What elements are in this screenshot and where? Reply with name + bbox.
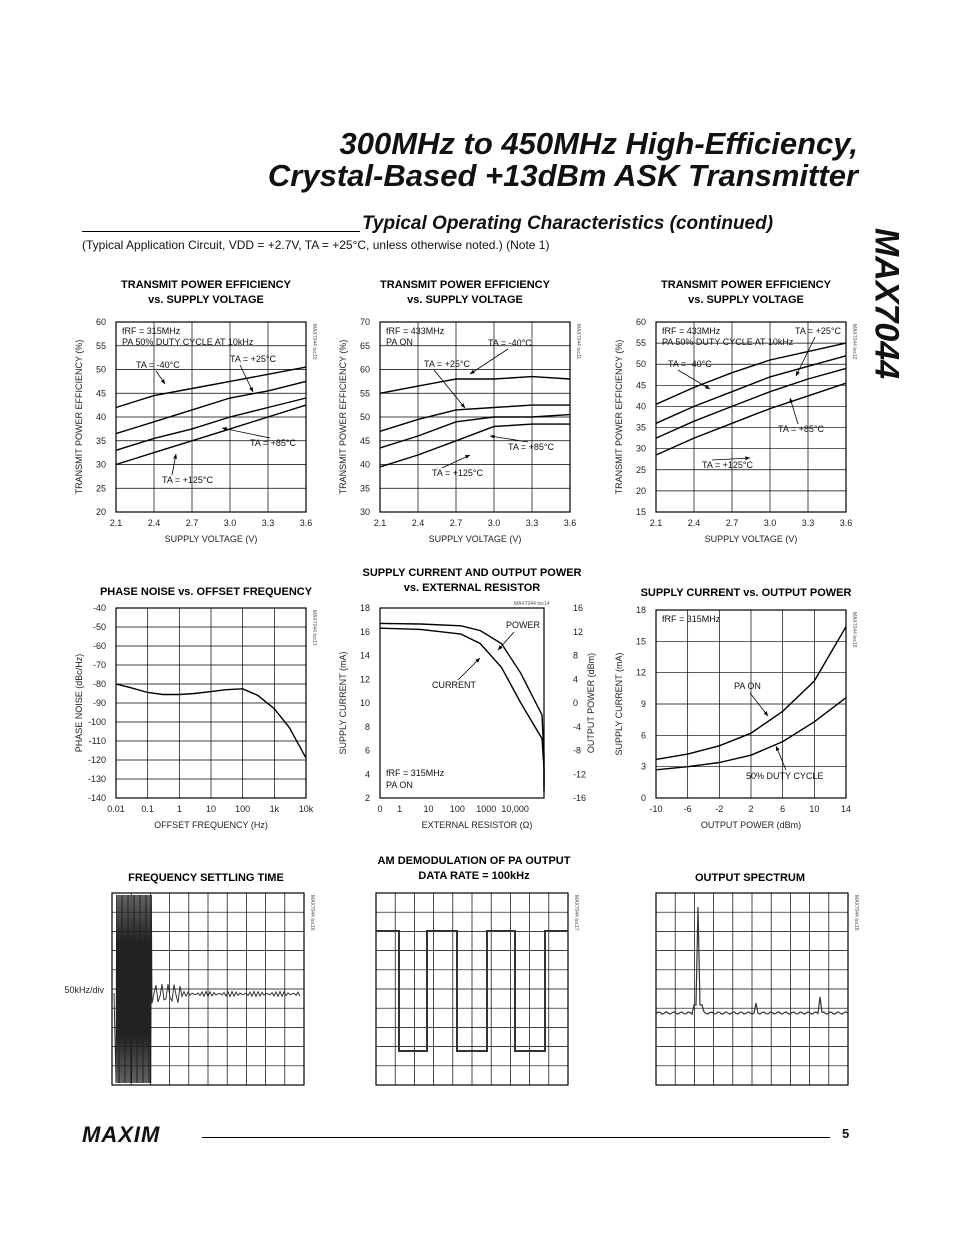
x-tick-label: 2.1 — [649, 518, 663, 528]
y-tick-label: 20 — [95, 507, 106, 517]
series-annotation: TA = -40°C — [668, 359, 712, 369]
y-tick-label: 40 — [359, 459, 370, 470]
x-tick-label: -6 — [683, 804, 692, 814]
y-tick-label: 35 — [635, 422, 646, 433]
series-annotation: TA = -40°C — [136, 360, 180, 370]
x-tick-label: 10k — [298, 804, 314, 814]
y-tick-label: -130 — [87, 774, 106, 784]
y-tick-label: -70 — [92, 660, 106, 670]
x-tick-label: 10,000 — [501, 804, 529, 814]
chart-title: vs. EXTERNAL RESISTOR — [403, 582, 541, 594]
y-tick-label: 14 — [359, 650, 370, 661]
series-annotation: TA = +85°C — [508, 442, 554, 452]
series-annotation: TA = +125°C — [432, 468, 483, 478]
series-line — [116, 367, 306, 407]
x-tick-label: 14 — [840, 804, 852, 814]
chart-current-vs-power — [614, 587, 857, 830]
annotation-arrow — [222, 428, 270, 438]
x-tick-label: 10 — [205, 804, 217, 814]
y-tick-label: -100 — [87, 717, 106, 727]
series-line — [116, 381, 306, 433]
x-tick-label: 2.7 — [185, 518, 199, 528]
y2-tick-label: -8 — [573, 745, 582, 756]
x-tick-label: 10 — [809, 804, 820, 814]
y-tick-label: -140 — [87, 793, 106, 803]
x-tick-label: 0.01 — [107, 804, 125, 814]
y-tick-label: 50 — [95, 364, 106, 375]
y-axis-label: TRANSMIT POWER EFFICIENCY (%) — [614, 339, 624, 495]
y-tick-label: 25 — [95, 483, 106, 494]
chart-output-spectrum — [656, 872, 859, 1085]
chart-title: OUTPUT SPECTRUM — [695, 872, 805, 884]
x-tick-label: 1k — [269, 804, 280, 814]
x-tick-label: 3.0 — [763, 518, 777, 528]
y-tick-label: 60 — [635, 317, 646, 327]
series-annotation: TA = +25°C — [230, 354, 276, 364]
series-annotation: CURRENT — [432, 680, 476, 690]
y-tick-label: 55 — [359, 388, 370, 399]
x-axis-label: OFFSET FREQUENCY (Hz) — [154, 820, 268, 830]
y-tick-label: -80 — [92, 679, 106, 689]
y-tick-label: 6 — [364, 745, 370, 756]
series-line — [380, 623, 544, 792]
y2-tick-label: 16 — [573, 603, 584, 613]
chart-settling-time — [64, 872, 315, 1085]
series-line — [380, 377, 570, 394]
series-annotation: TA = +25°C — [424, 359, 470, 369]
y-tick-label: 35 — [359, 483, 370, 494]
y-tick-label: 50 — [359, 412, 370, 422]
chart-title: vs. SUPPLY VOLTAGE — [688, 294, 804, 306]
y-tick-label: 30 — [359, 507, 370, 517]
y-tick-label: -60 — [92, 641, 106, 651]
x-tick-label: 3.3 — [261, 518, 275, 528]
x-tick-label: 0 — [377, 804, 383, 814]
chart-efficiency-3 — [614, 279, 857, 544]
chart-am-demod — [376, 855, 579, 1085]
y-axis-label: SUPPLY CURRENT (mA) — [614, 652, 624, 756]
y-tick-label: 60 — [359, 364, 370, 375]
y-tick-label: 50 — [635, 359, 646, 370]
chart-code: MAX7044 toc12 — [851, 324, 857, 360]
page-number: 5 — [842, 1126, 850, 1141]
chart-title: SUPPLY CURRENT AND OUTPUT POWER — [362, 567, 582, 579]
chart-title: TRANSMIT POWER EFFICIENCY — [661, 279, 831, 291]
y-tick-label: 60 — [95, 317, 106, 327]
chart-code: MAX7044 toc11 — [575, 324, 581, 360]
y2-tick-label: -12 — [573, 769, 587, 780]
y-tick-label: -40 — [92, 603, 106, 613]
x-tick-label: 2 — [748, 804, 754, 814]
series-line — [380, 628, 544, 786]
x-tick-label: -10 — [649, 804, 663, 814]
y-tick-label: 20 — [635, 485, 646, 496]
series-annotation: TA = +125°C — [702, 460, 753, 470]
chart-title: TRANSMIT POWER EFFICIENCY — [380, 279, 550, 291]
x-tick-label: 2.4 — [687, 518, 701, 528]
annotation-arrow — [458, 658, 480, 680]
y-tick-label: 40 — [635, 401, 646, 412]
y-tick-label: 25 — [635, 464, 646, 475]
y2-tick-label: 12 — [573, 626, 584, 637]
y-axis-label: PHASE NOISE (dBc/Hz) — [74, 653, 84, 753]
x-tick-label: 2.4 — [147, 518, 161, 528]
y-tick-label: 8 — [364, 721, 370, 732]
arrow-head — [470, 370, 475, 374]
arrow-head — [490, 435, 495, 439]
x-tick-label: 2.7 — [725, 518, 739, 528]
x-tick-label: 2.4 — [411, 518, 425, 528]
y-tick-label: 55 — [635, 338, 646, 349]
y2-tick-label: 0 — [573, 698, 579, 708]
y-tick-label: 12 — [359, 674, 370, 685]
y-tick-label: -90 — [92, 698, 106, 708]
x-tick-label: 3.0 — [487, 518, 501, 528]
x-axis-label: EXTERNAL RESISTOR (Ω) — [421, 820, 533, 830]
y-tick-label: 9 — [640, 699, 646, 709]
chart-efficiency-2 — [338, 279, 581, 544]
arrow-head — [161, 379, 165, 384]
y-tick-label: 30 — [95, 459, 106, 470]
y2-axis-label: OUTPUT POWER (dBm) — [586, 652, 596, 754]
chart-code: MAX7044 toc16 — [309, 895, 315, 931]
y-tick-label: -50 — [92, 622, 106, 632]
chart-code: MAX7044 toc17 — [573, 895, 579, 931]
series-annotation: TA = +85°C — [778, 424, 824, 434]
y-tick-label: 70 — [359, 317, 370, 327]
chart-title: TRANSMIT POWER EFFICIENCY — [121, 279, 291, 291]
chart-title: FREQUENCY SETTLING TIME — [128, 872, 284, 884]
chart-code: MAX7044 toc10 — [311, 324, 317, 360]
x-tick-label: 10 — [423, 804, 434, 814]
series-line — [380, 405, 570, 431]
chart-note: PA 50% DUTY CYCLE AT 10kHz — [662, 337, 794, 347]
x-tick-label: 2.1 — [109, 518, 123, 528]
y2-tick-label: 8 — [573, 650, 579, 661]
y-tick-label: 15 — [635, 636, 646, 647]
annotation-arrow — [470, 349, 508, 374]
series-annotation: 50% DUTY CYCLE — [746, 771, 824, 781]
y-tick-label: 18 — [635, 605, 646, 615]
x-axis-label: SUPPLY VOLTAGE (V) — [428, 534, 522, 544]
y-tick-label: 45 — [359, 435, 370, 446]
y-tick-label: 45 — [635, 380, 646, 391]
chart-note: fRF = 315MHz — [386, 768, 445, 778]
chart-efficiency-1 — [74, 279, 317, 544]
series-line — [116, 405, 306, 464]
y-tick-label: 2 — [364, 793, 370, 803]
chart-title: SUPPLY CURRENT vs. OUTPUT POWER — [640, 587, 852, 599]
y-tick-label: 0 — [640, 793, 646, 803]
y-tick-label: 4 — [364, 769, 370, 780]
section-title: Typical Operating Characteristics (continued) — [362, 213, 774, 234]
y-axis-label: 50kHz/div — [64, 985, 104, 995]
chart-note: PA 50% DUTY CYCLE AT 10kHz — [122, 337, 254, 347]
y-tick-label: 12 — [635, 667, 646, 678]
x-tick-label: 2.1 — [373, 518, 387, 528]
y-tick-label: 35 — [95, 435, 106, 446]
part-number: MAX7044 — [867, 227, 906, 380]
x-axis-label: OUTPUT POWER (dBm) — [700, 820, 802, 830]
chart-note: fRF = 315MHz — [122, 326, 181, 336]
series-line — [656, 383, 846, 455]
chart-note: fRF = 315MHz — [662, 614, 721, 624]
x-tick-label: 1 — [176, 804, 182, 814]
y2-tick-label: -16 — [573, 793, 587, 803]
chart-title: AM DEMODULATION OF PA OUTPUT — [377, 855, 571, 867]
chart-current-power — [338, 567, 596, 830]
y-axis-label: TRANSMIT POWER EFFICIENCY (%) — [74, 339, 84, 495]
series-annotation: PA ON — [734, 681, 761, 691]
series-annotation: TA = -40°C — [488, 338, 532, 348]
y2-tick-label: -4 — [573, 721, 582, 732]
chart-note: PA ON — [386, 337, 413, 347]
chart-title: DATA RATE = 100kHz — [418, 870, 530, 882]
chart-phase-noise — [74, 586, 317, 830]
chart-code: MAX7044 toc15 — [851, 612, 857, 648]
y-tick-label: 3 — [640, 761, 646, 772]
y-tick-label: 10 — [359, 698, 370, 708]
chart-code: MAX7044 toc14 — [514, 601, 550, 607]
plot-frame — [656, 322, 846, 512]
x-tick-label: 0.1 — [141, 804, 154, 814]
x-tick-label: -2 — [715, 804, 724, 814]
chart-title: vs. SUPPLY VOLTAGE — [407, 294, 523, 306]
arrow-head — [776, 746, 780, 751]
x-tick-label: 1 — [397, 804, 403, 814]
y-tick-label: 40 — [95, 412, 106, 422]
y-tick-label: 18 — [359, 603, 370, 613]
x-axis-label: SUPPLY VOLTAGE (V) — [704, 534, 798, 544]
chart-note: PA ON — [386, 780, 413, 790]
series-annotation: TA = +125°C — [162, 475, 213, 485]
x-tick-label: 100 — [449, 804, 465, 814]
annotation-arrow — [434, 370, 465, 408]
y-tick-label: 30 — [635, 443, 646, 454]
x-tick-label: 100 — [235, 804, 251, 814]
y-tick-label: 6 — [640, 730, 646, 741]
x-tick-label: 3.3 — [801, 518, 815, 528]
y-tick-label: 65 — [359, 340, 370, 351]
x-tick-label: 3.0 — [223, 518, 237, 528]
chart-title: vs. SUPPLY VOLTAGE — [148, 294, 264, 306]
x-tick-label: 1000 — [476, 804, 497, 814]
chart-code: MAX7044 toc13 — [311, 610, 317, 646]
y-axis-label: TRANSMIT POWER EFFICIENCY (%) — [338, 339, 348, 495]
footer-rule — [202, 1137, 830, 1138]
x-axis-label: SUPPLY VOLTAGE (V) — [164, 534, 258, 544]
conditions-note: (Typical Application Circuit, VDD = +2.7V, TA = +25°C, unless otherwise noted.) (Note 1) — [82, 238, 550, 252]
x-tick-label: 3.3 — [525, 518, 539, 528]
series-annotation: TA = +85°C — [250, 438, 296, 448]
y-axis-label: SUPPLY CURRENT (mA) — [338, 651, 348, 755]
y-tick-label: -120 — [87, 755, 106, 765]
y-tick-label: 55 — [95, 340, 106, 351]
y-tick-label: 16 — [359, 626, 370, 637]
series-annotation: TA = +25°C — [795, 326, 841, 336]
x-tick-label: 3.6 — [563, 518, 577, 528]
y2-tick-label: 4 — [573, 674, 579, 685]
y-tick-label: -110 — [88, 736, 106, 746]
chart-code: MAX7044 toc18 — [853, 895, 859, 931]
chart-note: fRF = 433MHz — [662, 326, 721, 336]
page-title-line1: 300MHz to 450MHz High-Efficiency, — [339, 126, 858, 161]
series-annotation: POWER — [506, 620, 541, 630]
y-tick-label: 15 — [635, 507, 646, 517]
chart-note: fRF = 433MHz — [386, 326, 445, 336]
arrow-head — [173, 454, 177, 459]
y-tick-label: 45 — [95, 388, 106, 399]
x-tick-label: 3.6 — [839, 518, 853, 528]
maxim-logo: MAXIM — [82, 1122, 161, 1147]
chart-title: PHASE NOISE vs. OFFSET FREQUENCY — [99, 586, 313, 598]
page-title-line2: Crystal-Based +13dBm ASK Transmitter — [267, 158, 858, 193]
x-tick-label: 6 — [780, 804, 786, 814]
x-tick-label: 3.6 — [299, 518, 313, 528]
x-tick-label: 2.7 — [449, 518, 463, 528]
